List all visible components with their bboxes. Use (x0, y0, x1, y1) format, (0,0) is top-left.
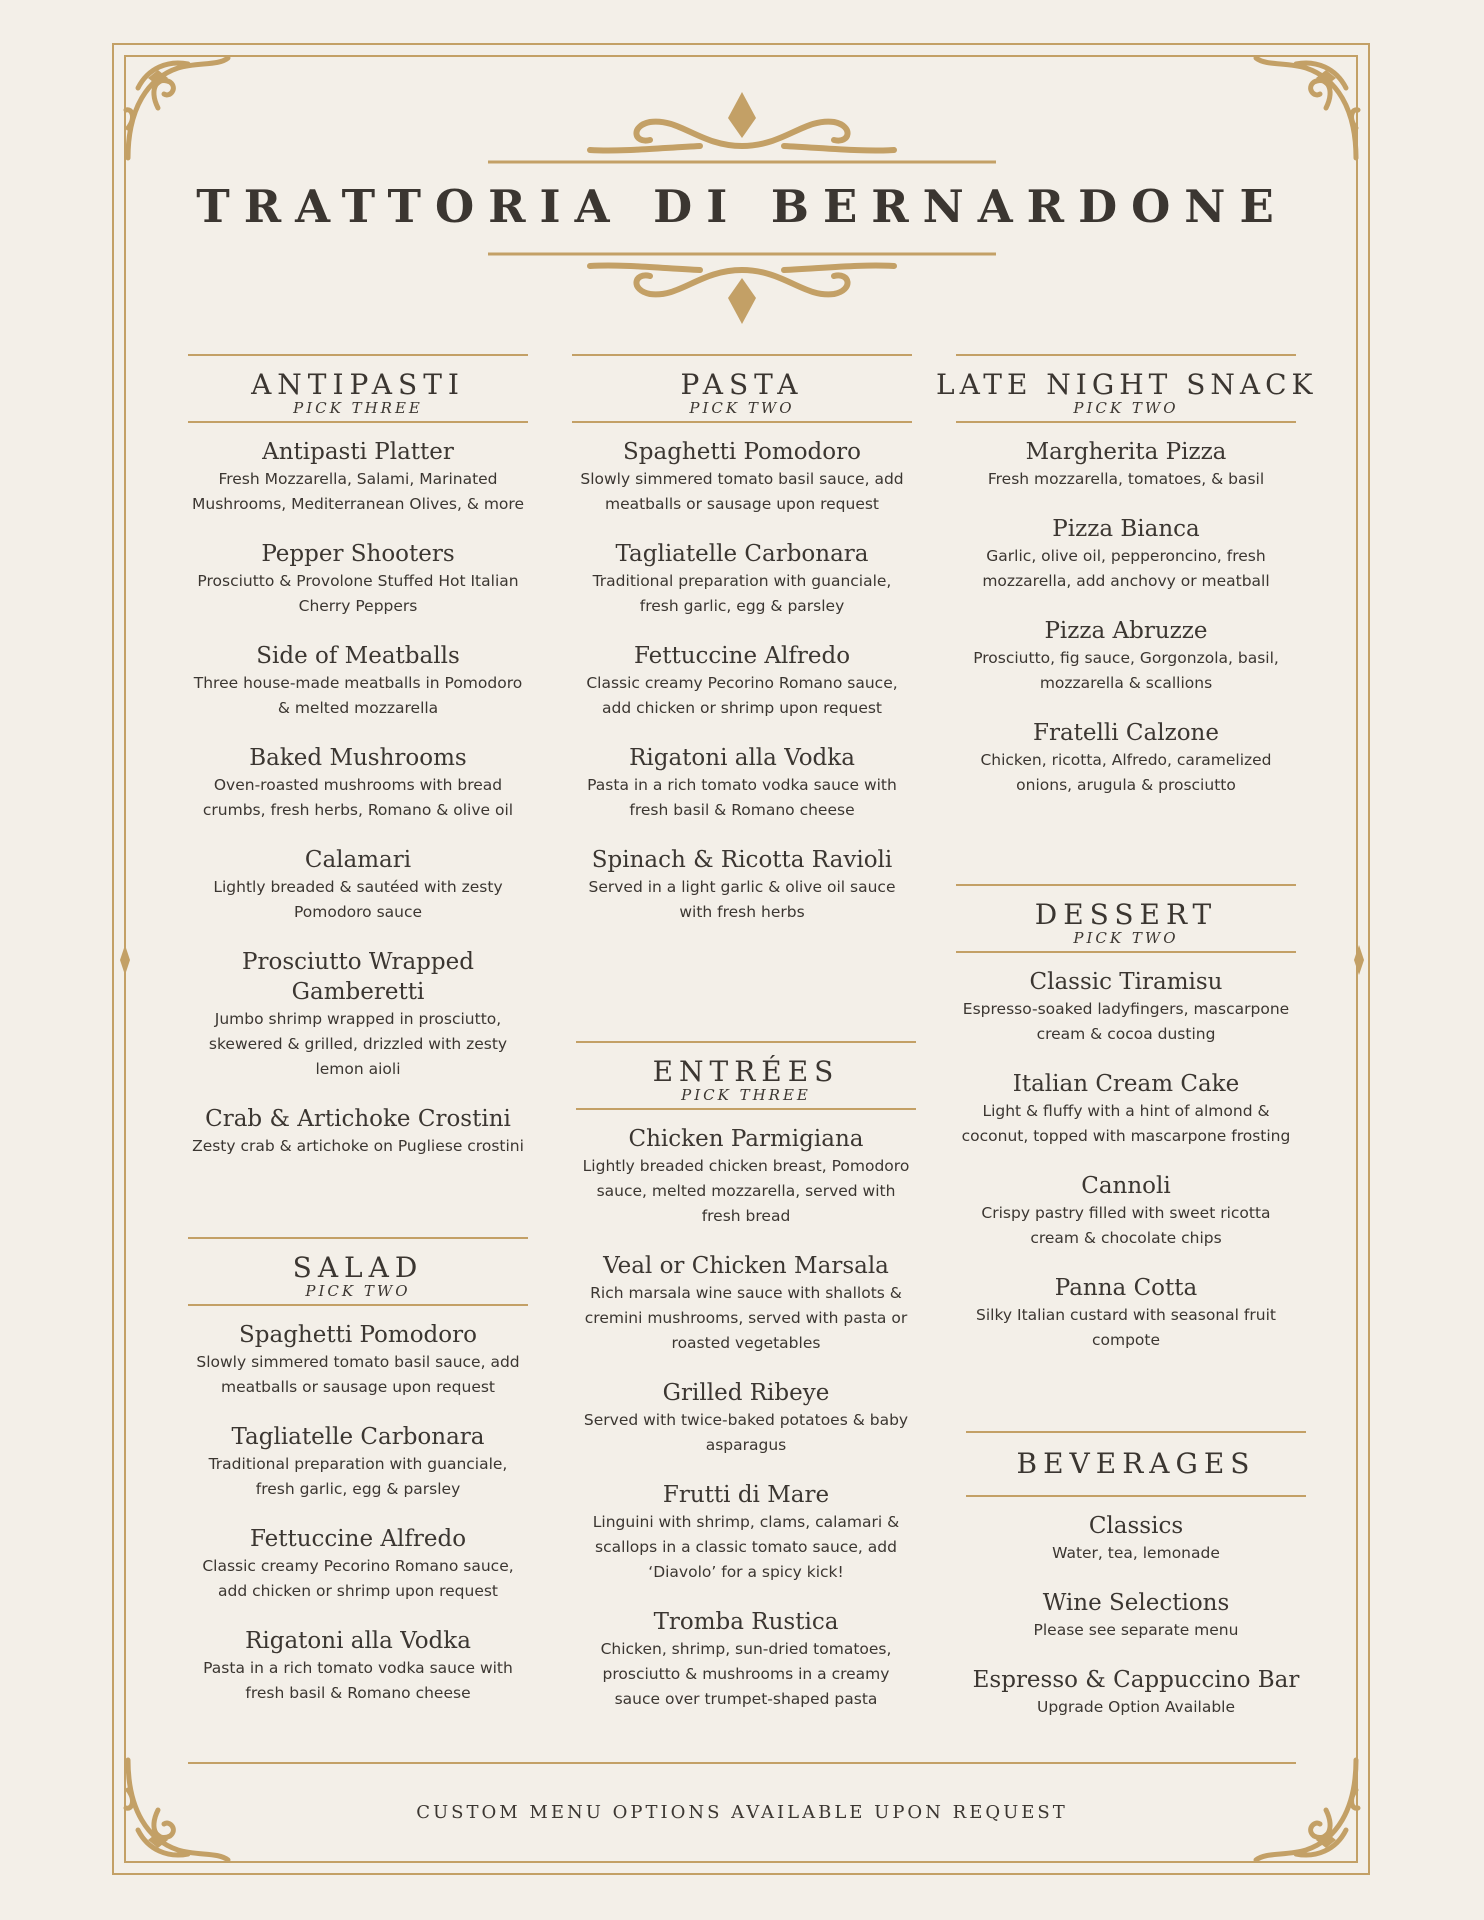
item-name: Rigatoni alla Vodka (629, 745, 855, 771)
item-description: Prosciutto, fig sauce, Gorgonzola, basil, mozzarella & scallions (973, 649, 1279, 692)
menu-item (188, 845, 528, 925)
item-description: Light & fluffy with a hint of almond & coconut, topped with mascarpone frosting (961, 1102, 1291, 1145)
menu-item (572, 539, 912, 619)
item-description: Fresh mozzarella, tomatoes, & basil (987, 470, 1265, 488)
item-description: Pasta in a rich tomato vodka sauce with fresh basil & Romano cheese (587, 776, 897, 819)
item-name: Tagliatelle Carbonara (615, 541, 869, 567)
menu-item (576, 1124, 916, 1229)
section-title: BEVERAGES (1016, 1447, 1256, 1480)
item-name: Spaghetti Pomodoro (239, 1322, 477, 1348)
item-name: Chicken Parmigiana (628, 1126, 864, 1152)
section-subtitle: PICK THREE (681, 1086, 811, 1104)
item-name: Italian Cream Cake (1012, 1071, 1240, 1097)
menu-item (956, 718, 1296, 798)
item-name: Tromba Rustica (653, 1609, 839, 1635)
menu-item (572, 743, 912, 823)
item-description: Served in a light garlic & olive oil sauce with fresh herbs (588, 878, 896, 921)
menu-item (188, 539, 528, 619)
item-name: Pepper Shooters (261, 541, 455, 567)
section-rule (188, 354, 528, 356)
side-diamond-right (1354, 945, 1364, 975)
menu-item (576, 1607, 916, 1712)
item-description: Pasta in a rich tomato vodka sauce with fresh basil & Romano cheese (203, 1659, 513, 1702)
item-name: Panna Cotta (1054, 1275, 1198, 1301)
section-title: DESSERT (1034, 898, 1218, 931)
section-title: PASTA (680, 368, 804, 401)
item-description: Garlic, olive oil, pepperoncino, fresh mozzarella, add anchovy or meatball (982, 547, 1270, 590)
item-name: Wine Selections (1042, 1590, 1230, 1616)
section-subtitle: PICK TWO (689, 399, 795, 417)
menu-item (966, 1511, 1306, 1566)
menu-item (956, 514, 1296, 594)
menu-item (188, 641, 528, 721)
item-name: Crab & Artichoke Crostini (205, 1106, 511, 1132)
item-name: Pizza Bianca (1052, 516, 1200, 542)
menu-item (956, 1273, 1296, 1353)
item-description: Espresso-soaked ladyfingers, mascarpone cream & cocoa dusting (962, 1000, 1290, 1043)
section-rule (576, 1041, 916, 1043)
menu-item (572, 437, 912, 517)
item-description: Classic creamy Pecorino Romano sauce, add chicken or shrimp upon request (202, 1557, 514, 1600)
item-description: Chicken, shrimp, sun-dried tomatoes, prosciutto & mushrooms in a creamy sauce over trumpet-shaped pasta (600, 1640, 892, 1708)
item-description: Linguini with shrimp, clams, calamari & scallops in a classic tomato sauce, add ‘Diavolo’ for a spicy kick! (592, 1513, 900, 1581)
item-name: Calamari (304, 847, 412, 873)
item-description: Prosciutto & Provolone Stuffed Hot Italian Cherry Peppers (197, 572, 519, 615)
section-antipasti (188, 354, 528, 1159)
menu-item (576, 1480, 916, 1585)
menu-item (188, 1422, 528, 1502)
title-ornament-bottom (0, 248, 1484, 328)
item-description: Classic creamy Pecorino Romano sauce, add chicken or shrimp upon request (586, 674, 898, 717)
section-rule (956, 884, 1296, 886)
menu-item (576, 1378, 916, 1458)
section-title: ENTRÉES (652, 1055, 840, 1088)
section-dessert (956, 884, 1296, 1353)
item-description: Traditional preparation with guanciale, fresh garlic, egg & parsley (592, 572, 892, 615)
section-rule (572, 354, 912, 356)
section-entrees (576, 1041, 916, 1712)
item-name: Classics (1088, 1513, 1184, 1539)
section-rule (956, 951, 1296, 953)
item-description: Jumbo shrimp wrapped in prosciutto, skewered & grilled, drizzled with zesty lemon aioli (208, 1010, 508, 1078)
section-rule (572, 421, 912, 423)
item-description: Chicken, ricotta, Alfredo, caramelized onions, arugula & prosciutto (980, 751, 1272, 794)
item-description: Traditional preparation with guanciale, fresh garlic, egg & parsley (208, 1455, 508, 1498)
restaurant-title: TRATTORIA DI BERNARDONE (196, 180, 1288, 233)
footer-rule (188, 1762, 1296, 1764)
section-rule (956, 421, 1296, 423)
menu-item (576, 1251, 916, 1356)
item-name: Cannoli (1081, 1173, 1171, 1199)
item-description: Rich marsala wine sauce with shallots & cremini mushrooms, served with pasta or roasted vegetables (584, 1284, 908, 1352)
item-name: Margherita Pizza (1025, 439, 1227, 465)
menu-item (188, 1104, 528, 1159)
menu-item (188, 1626, 528, 1706)
title-ornament-top (0, 88, 1484, 168)
item-name: Fettuccine Alfredo (249, 1526, 467, 1552)
section-subtitle: PICK THREE (293, 399, 423, 417)
section-rule (966, 1431, 1306, 1433)
section-pasta (572, 354, 912, 925)
menu-item (188, 1320, 528, 1400)
item-description: Water, tea, lemonade (1052, 1544, 1220, 1562)
item-description: Served with twice-baked potatoes & baby asparagus (583, 1411, 909, 1454)
section-rule (956, 354, 1296, 356)
item-description: Upgrade Option Available (1036, 1698, 1235, 1716)
section-subtitle: PICK TWO (1073, 399, 1179, 417)
menu-item (188, 1524, 528, 1604)
item-name: Fratelli Calzone (1033, 720, 1219, 746)
item-name: Veal or Chicken Marsala (603, 1253, 889, 1279)
item-name: Grilled Ribeye (662, 1380, 830, 1406)
menu-item (956, 437, 1296, 492)
item-description: Lightly breaded & sautéed with zesty Pomodoro sauce (213, 878, 503, 921)
menu-item (188, 947, 528, 1082)
section-salad (188, 1237, 528, 1706)
item-name: Side of Meatballs (256, 643, 460, 669)
item-name: Espresso & Cappuccino Bar (972, 1667, 1300, 1693)
menu-item (956, 967, 1296, 1047)
item-name: Frutti di Mare (662, 1482, 830, 1508)
item-description: Slowly simmered tomato basil sauce, add meatballs or sausage upon request (580, 470, 904, 513)
section-rule (188, 421, 528, 423)
item-name: Antipasti Platter (262, 439, 454, 465)
section-title: ANTIPASTI (251, 368, 465, 401)
menu-item (966, 1665, 1306, 1720)
item-description: Please see separate menu (1033, 1621, 1239, 1639)
section-subtitle: PICK TWO (1073, 929, 1179, 947)
section-title: SALAD (292, 1251, 424, 1284)
menu-item (188, 743, 528, 823)
section-rule (966, 1495, 1306, 1497)
section-late-night-snack (936, 354, 1318, 798)
item-description: Fresh Mozzarella, Salami, Marinated Mushrooms, Mediterranean Olives, & more (192, 470, 524, 513)
item-name: Spaghetti Pomodoro (623, 439, 861, 465)
item-description: Zesty crab & artichoke on Pugliese crostini (192, 1137, 524, 1155)
item-name: Pizza Abruzze (1044, 618, 1208, 644)
item-name: Spinach & Ricotta Ravioli (591, 847, 893, 873)
side-diamond-left (120, 945, 130, 975)
item-description: Slowly simmered tomato basil sauce, add meatballs or sausage upon request (196, 1353, 520, 1396)
section-rule (188, 1304, 528, 1306)
section-title: LATE NIGHT SNACK (936, 368, 1318, 401)
menu-item (572, 641, 912, 721)
item-description: Silky Italian custard with seasonal fruit compote (976, 1306, 1276, 1349)
item-name: Tagliatelle Carbonara (231, 1424, 485, 1450)
section-rule (188, 1237, 528, 1239)
section-subtitle: PICK TWO (305, 1282, 411, 1300)
item-name: Classic Tiramisu (1029, 969, 1223, 995)
section-beverages (966, 1431, 1306, 1720)
menu-item (956, 1069, 1296, 1149)
menu-item (966, 1588, 1306, 1643)
item-name: Fettuccine Alfredo (633, 643, 851, 669)
menu-item (956, 1171, 1296, 1251)
menu-item (956, 616, 1296, 696)
item-description: Oven-roasted mushrooms with bread crumbs, fresh herbs, Romano & olive oil (202, 776, 514, 819)
item-name: Baked Mushrooms (249, 745, 467, 771)
item-description: Three house-made meatballs in Pomodoro & melted mozzarella (193, 674, 523, 717)
menu-item (188, 437, 528, 517)
section-rule (576, 1108, 916, 1110)
item-name: Rigatoni alla Vodka (245, 1628, 471, 1654)
item-description: Lightly breaded chicken breast, Pomodoro sauce, melted mozzarella, served with fresh bread (582, 1157, 910, 1225)
item-name: Prosciutto Wrapped Gamberetti (242, 949, 474, 1005)
menu-item (572, 845, 912, 925)
footer-note: CUSTOM MENU OPTIONS AVAILABLE UPON REQUEST (416, 1802, 1068, 1823)
item-description: Crispy pastry filled with sweet ricotta cream & chocolate chips (981, 1204, 1271, 1247)
